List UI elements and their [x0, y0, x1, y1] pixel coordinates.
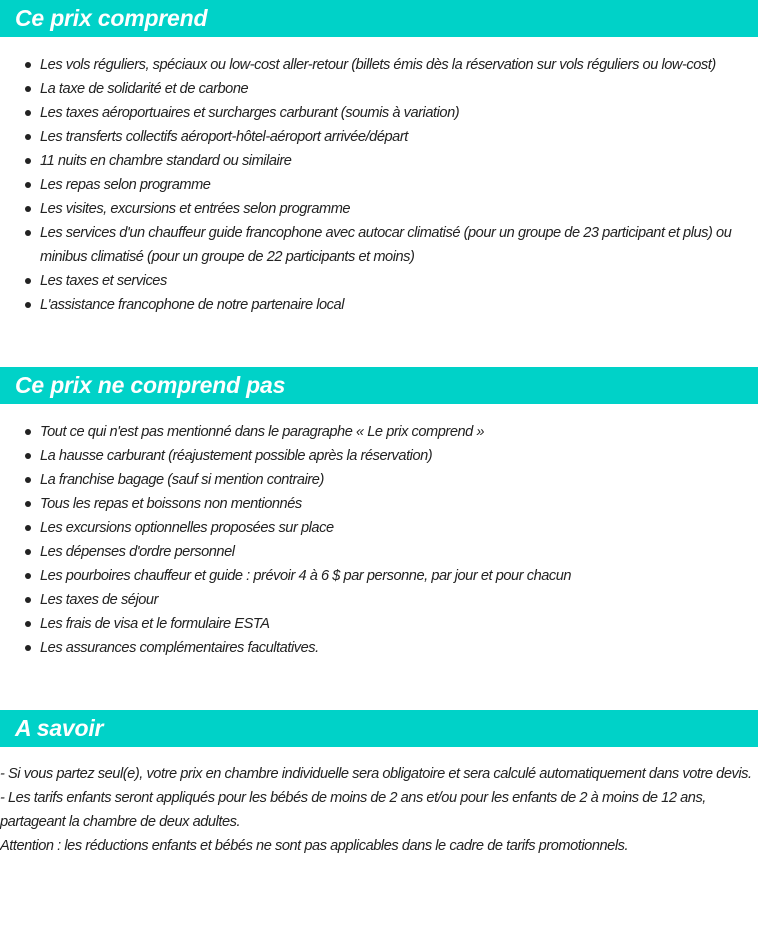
list-item: Les taxes aéroportuaires et surcharges carburant (soumis à variation)	[0, 101, 758, 125]
list-item: La hausse carburant (réajustement possible après la réservation)	[0, 444, 758, 468]
excludes-header	[0, 367, 758, 404]
notes-title: A savoir	[15, 715, 104, 741]
list-item: Les repas selon programme	[0, 173, 758, 197]
list-item: L'assistance francophone de notre partenaire local	[0, 293, 758, 317]
list-item: Tout ce qui n'est pas mentionné dans le paragraphe « Le prix comprend »	[0, 420, 758, 444]
notes-header	[0, 710, 758, 747]
note-line: Attention : les réductions enfants et bébés ne sont pas applicables dans le cadre de tarifs promotionnels.	[0, 838, 629, 854]
list-item: Les dépenses d'ordre personnel	[0, 540, 758, 564]
excludes-list	[0, 420, 758, 660]
list-item: Tous les repas et boissons non mentionnés	[0, 492, 758, 516]
list-item: Les vols réguliers, spéciaux ou low-cost aller-retour (billets émis dès la réservation sur vols réguliers ou low-cost)	[0, 53, 758, 77]
list-item: Les excursions optionnelles proposées sur place	[0, 516, 758, 540]
list-item: Les taxes et services	[0, 269, 758, 293]
includes-title: Ce prix comprend	[15, 5, 208, 31]
list-item: Les assurances complémentaires facultatives.	[0, 636, 758, 660]
list-item: Les transferts collectifs aéroport-hôtel-aéroport arrivée/départ	[0, 125, 758, 149]
includes-list	[0, 53, 758, 317]
list-item: Les taxes de séjour	[0, 588, 758, 612]
list-item: 11 nuits en chambre standard ou similaire	[0, 149, 758, 173]
includes-header	[0, 0, 758, 37]
note-line: - Les tarifs enfants seront appliqués pour les bébés de moins de 2 ans et/ou pour les enfants de 2 à moins de 12 ans, partageant la chambre de deux adultes.	[0, 790, 706, 830]
excludes-title: Ce prix ne comprend pas	[15, 372, 286, 398]
note-line: - Si vous partez seul(e), votre prix en chambre individuelle sera obligatoire et sera calculé automatiquement dans votre devis.	[0, 766, 752, 782]
notes-body	[0, 762, 758, 858]
list-item: Les frais de visa et le formulaire ESTA	[0, 612, 758, 636]
list-item: La franchise bagage (sauf si mention contraire)	[0, 468, 758, 492]
list-item: Les visites, excursions et entrées selon programme	[0, 197, 758, 221]
list-item: Les pourboires chauffeur et guide : prévoir 4 à 6 $ par personne, par jour et pour chacun	[0, 564, 758, 588]
list-item: La taxe de solidarité et de carbone	[0, 77, 758, 101]
list-item: Les services d'un chauffeur guide francophone avec autocar climatisé (pour un groupe de 23 participant et plus) ou minibus climatisé (pour un groupe de 22 participants et moins)	[0, 221, 758, 269]
